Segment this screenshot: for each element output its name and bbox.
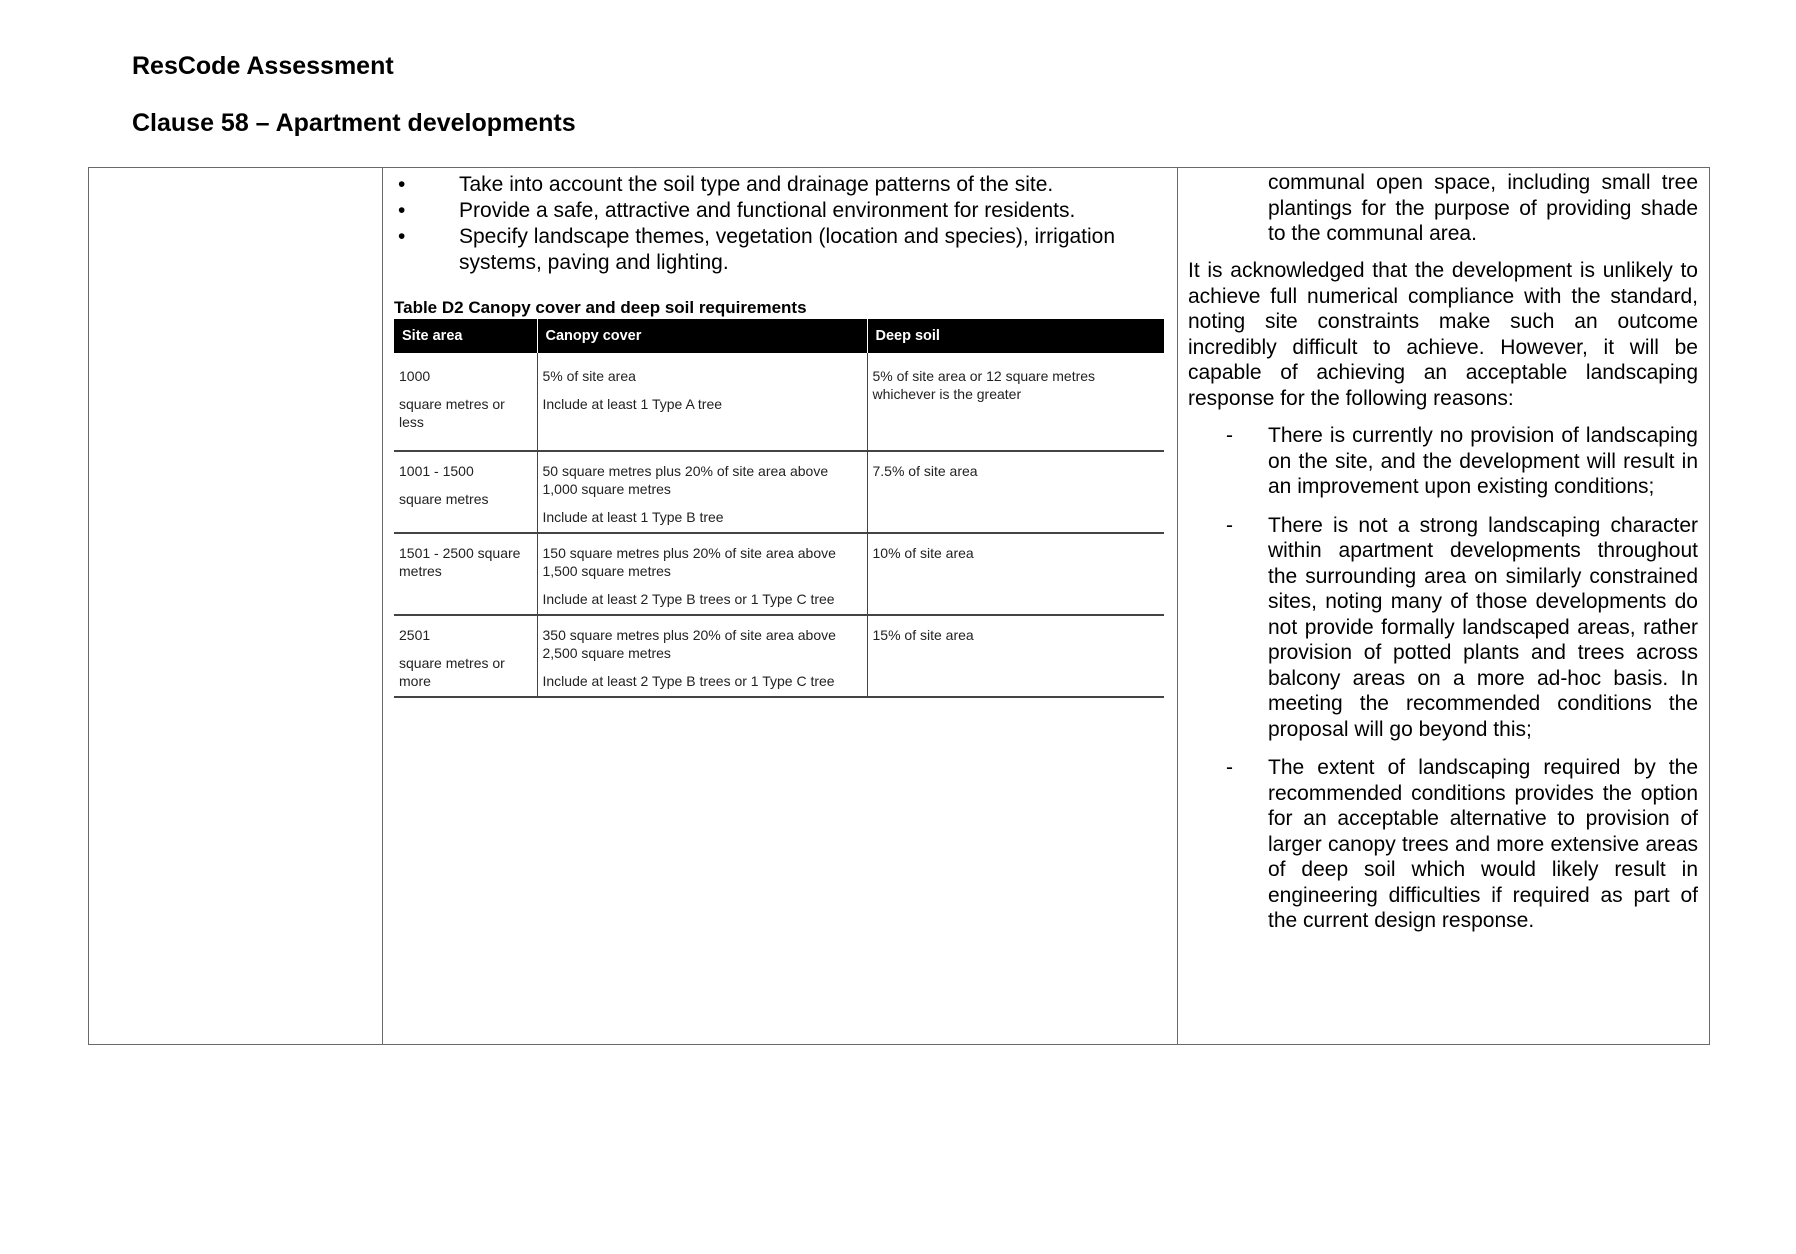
document-subtitle: Clause 58 – Apartment developments [132, 109, 576, 137]
bullet-marker: • [398, 199, 406, 222]
canopy-cover-cell: 5% of site area Include at least 1 Type A tree [537, 353, 867, 451]
dash-marker: - [1226, 513, 1233, 537]
canopy-cover-cell: 50 square metres plus 20% of site area above 1,000 square metres Include at least 1 Type B tree [537, 451, 867, 533]
document-title: ResCode Assessment [132, 52, 394, 80]
dash-marker: - [1226, 756, 1233, 779]
canopy-cover-cell: 350 square metres plus 20% of site area above 2,500 square metres Include at least 2 Type B trees or 1 Type C tree [537, 615, 867, 697]
list-item: • Take into account the soil type and drainage patterns of the site. [398, 173, 1054, 196]
list-item: - There is currently no provision of landscaping on the site, and the development will result in an improvement upon existing conditions; [1226, 424, 1698, 498]
standard-bullet-list [382, 172, 1162, 276]
canopy-cover-table [394, 319, 1164, 698]
site-area-cell: 1001 - 1500 square metres [394, 451, 537, 533]
site-area-cell: 2501 square metres or more [394, 615, 537, 697]
site-area-cell: 1000 square metres or less [394, 353, 537, 451]
column-header-site-area: Site area [394, 319, 537, 353]
list-item: • Specify landscape themes, vegetation (location and species), irrigation systems, paving and lighting. [398, 225, 1116, 274]
assessment-column [1188, 168, 1698, 1044]
continuation-paragraph: communal open space, including small tree plantings for the purpose of providing shade to the communal area. [1268, 171, 1698, 245]
dash-marker: - [1226, 424, 1233, 447]
deep-soil-cell: 10% of site area [867, 533, 1164, 615]
table-row [394, 353, 1164, 451]
table-row [394, 451, 1164, 533]
deep-soil-cell: 5% of site area or 12 square metres whichever is the greater [867, 353, 1164, 451]
table-header-row [394, 319, 1164, 353]
table-caption: Table D2 Canopy cover and deep soil requirements [394, 298, 807, 317]
deep-soil-cell: 7.5% of site area [867, 451, 1164, 533]
bullet-marker: • [398, 173, 406, 196]
reasons-list [1188, 423, 1698, 947]
site-area-cell: 1501 - 2500 square metres [394, 533, 537, 615]
list-item: • Provide a safe, attractive and functional environment for residents. [398, 199, 1076, 222]
list-item: - The extent of landscaping required by the recommended conditions provides the option for an acceptable alternative to provision of larger canopy trees and more extensive areas of deep soil which would likely result in engineering difficulties if required as part of the current design response. [1226, 756, 1698, 932]
bullet-marker: • [398, 225, 406, 248]
list-item: - There is not a strong landscaping character within apartment developments throughout the surrounding area on similarly constrained sites, noting many of those developments do not provide formally landscaped areas, rather provision of potted plants and trees across balcony areas on a more ad-hoc basis. In meeting the recommended conditions the proposal will go beyond this; [1226, 513, 1698, 741]
deep-soil-cell: 15% of site area [867, 615, 1164, 697]
column-divider-right [1177, 168, 1178, 1044]
column-header-canopy-cover: Canopy cover [537, 319, 867, 353]
column-header-deep-soil: Deep soil [867, 319, 1164, 353]
standard-column [382, 168, 1177, 1044]
acknowledgement-paragraph: It is acknowledged that the development is unlikely to achieve full numerical compliance with the standard, noting site constraints make such an outcome incredibly difficult to achieve. However, it will be capable of achieving an acceptable landscaping response for the following reasons: [1188, 259, 1698, 410]
table-row [394, 533, 1164, 615]
table-row [394, 615, 1164, 697]
canopy-cover-cell: 150 square metres plus 20% of site area above 1,500 square metres Include at least 2 Type B trees or 1 Type C tree [537, 533, 867, 615]
assessment-table-frame [88, 167, 1710, 1045]
